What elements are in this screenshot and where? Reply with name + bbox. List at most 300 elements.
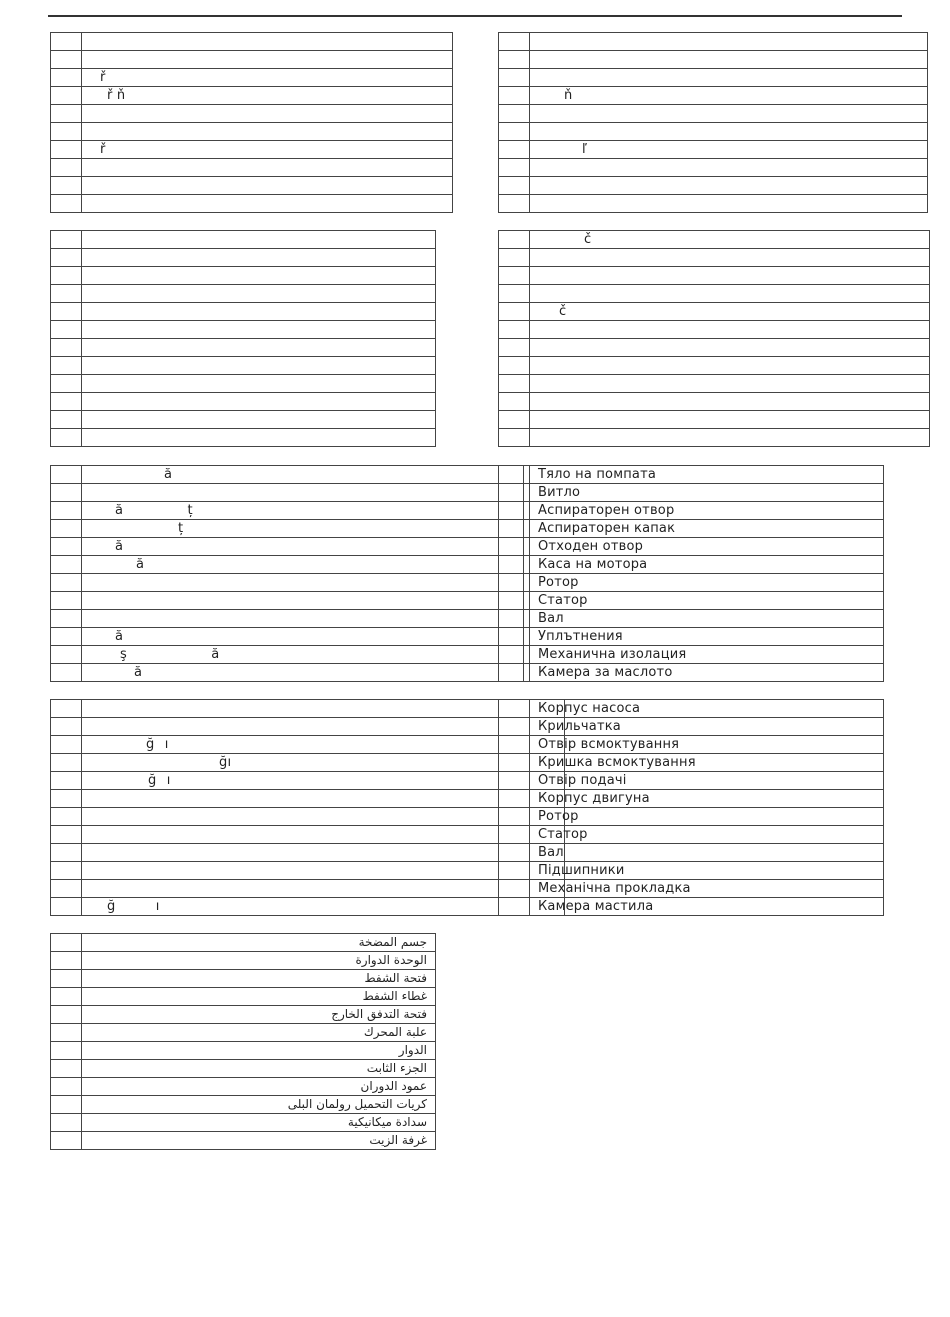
table-row	[499, 754, 884, 772]
row-number-cell	[51, 502, 82, 520]
table-row	[499, 285, 930, 303]
row-number-cell	[51, 556, 82, 574]
parts-table-6	[498, 465, 884, 682]
parts-table-8	[498, 699, 884, 916]
table-row	[51, 952, 436, 970]
part-name: Витло	[530, 484, 884, 502]
row-number-cell	[51, 664, 82, 682]
part-name	[82, 105, 453, 123]
table-row	[499, 574, 884, 592]
part-name	[82, 844, 565, 862]
row-number-cell	[51, 790, 82, 808]
table-row	[499, 718, 884, 736]
part-name	[530, 177, 928, 195]
part-name: ț	[82, 520, 524, 538]
table-row	[51, 177, 453, 195]
part-name: č	[530, 231, 930, 249]
table-row	[51, 736, 565, 754]
row-number-cell	[51, 357, 82, 375]
part-name: ř	[82, 69, 453, 87]
row-number-cell	[51, 700, 82, 718]
table-row	[499, 159, 928, 177]
table-row	[51, 231, 436, 249]
table-row	[499, 772, 884, 790]
row-number-cell	[499, 339, 530, 357]
row-number-cell	[51, 844, 82, 862]
row-number-cell	[499, 538, 530, 556]
table-row	[51, 538, 524, 556]
table-row	[51, 33, 453, 51]
row-number-cell	[51, 249, 82, 267]
row-number-cell	[51, 1060, 82, 1078]
row-number-cell	[51, 988, 82, 1006]
part-name	[530, 321, 930, 339]
row-number-cell	[499, 520, 530, 538]
table-row	[499, 898, 884, 916]
row-number-cell	[51, 898, 82, 916]
row-number-cell	[499, 411, 530, 429]
part-name	[82, 610, 524, 628]
row-number-cell	[51, 466, 82, 484]
row-number-cell	[499, 159, 530, 177]
table-row	[499, 736, 884, 754]
part-name: ř	[82, 141, 453, 159]
part-name	[530, 159, 928, 177]
part-name	[82, 51, 453, 69]
row-number-cell	[51, 718, 82, 736]
part-name	[82, 339, 436, 357]
parts-table-1	[50, 32, 453, 213]
row-number-cell	[51, 1006, 82, 1024]
row-number-cell	[51, 87, 82, 105]
row-number-cell	[51, 429, 82, 447]
table-row	[51, 646, 524, 664]
row-number-cell	[51, 69, 82, 87]
table-row	[51, 159, 453, 177]
table-row	[499, 33, 928, 51]
row-number-cell	[51, 628, 82, 646]
table-row	[51, 51, 453, 69]
part-name: ă	[82, 466, 524, 484]
top-rule	[48, 15, 902, 17]
row-number-cell	[51, 375, 82, 393]
part-name: فتحة الشفط	[82, 970, 436, 988]
row-number-cell	[51, 1042, 82, 1060]
row-number-cell	[51, 1024, 82, 1042]
part-name	[82, 574, 524, 592]
part-name: ă	[82, 664, 524, 682]
part-name	[530, 375, 930, 393]
table-row	[499, 484, 884, 502]
part-name	[82, 159, 453, 177]
part-name	[82, 862, 565, 880]
table-row	[499, 466, 884, 484]
row-number-cell	[499, 123, 530, 141]
row-number-cell	[499, 862, 530, 880]
part-name	[530, 429, 930, 447]
table-row	[499, 628, 884, 646]
part-name: ň	[530, 87, 928, 105]
part-name: ğı	[82, 754, 565, 772]
row-number-cell	[51, 538, 82, 556]
part-name	[530, 69, 928, 87]
row-number-cell	[51, 1132, 82, 1150]
table-row	[499, 826, 884, 844]
table-row	[499, 339, 930, 357]
row-number-cell	[499, 826, 530, 844]
row-number-cell	[499, 592, 530, 610]
table-row	[51, 484, 524, 502]
table-row	[51, 267, 436, 285]
table-row	[51, 1060, 436, 1078]
part-name: Уплътнения	[530, 628, 884, 646]
part-name: Тяло на помпата	[530, 466, 884, 484]
part-name	[82, 195, 453, 213]
table-row	[51, 195, 453, 213]
table-row	[499, 141, 928, 159]
table-row	[499, 357, 930, 375]
row-number-cell	[51, 159, 82, 177]
part-name: الجزء الثابت	[82, 1060, 436, 1078]
table-row	[51, 105, 453, 123]
row-number-cell	[499, 898, 530, 916]
table-row	[51, 880, 565, 898]
table-row	[51, 502, 524, 520]
table-row	[499, 610, 884, 628]
part-name: ă	[82, 628, 524, 646]
part-name	[82, 249, 436, 267]
table-row	[499, 177, 928, 195]
table-row	[499, 844, 884, 862]
row-number-cell	[499, 880, 530, 898]
part-name	[82, 321, 436, 339]
table-row	[51, 628, 524, 646]
row-number-cell	[51, 231, 82, 249]
table-row	[51, 321, 436, 339]
table-row	[499, 105, 928, 123]
row-number-cell	[499, 574, 530, 592]
parts-table-4	[498, 230, 930, 447]
row-number-cell	[51, 393, 82, 411]
table-row	[499, 51, 928, 69]
table-row	[51, 357, 436, 375]
part-name	[82, 357, 436, 375]
row-number-cell	[51, 520, 82, 538]
part-name: ř ň	[82, 87, 453, 105]
part-name: ă ț	[82, 502, 524, 520]
table-row	[51, 592, 524, 610]
part-name: Механічна прокладка	[530, 880, 884, 898]
part-name: Корпус двигуна	[530, 790, 884, 808]
row-number-cell	[51, 1114, 82, 1132]
table-row	[51, 375, 436, 393]
part-name	[82, 718, 565, 736]
part-name: Камера за маслото	[530, 664, 884, 682]
part-name: كريات التحميل رولمان البلى	[82, 1096, 436, 1114]
table-row	[499, 429, 930, 447]
table-row	[51, 249, 436, 267]
row-number-cell	[499, 285, 530, 303]
row-number-cell	[51, 826, 82, 844]
part-name	[530, 357, 930, 375]
part-name	[82, 375, 436, 393]
table-row	[51, 700, 565, 718]
table-row	[51, 664, 524, 682]
table-row	[51, 772, 565, 790]
row-number-cell	[51, 51, 82, 69]
row-number-cell	[51, 880, 82, 898]
row-number-cell	[51, 1096, 82, 1114]
row-number-cell	[51, 772, 82, 790]
row-number-cell	[51, 952, 82, 970]
table-row	[51, 285, 436, 303]
table-row	[499, 808, 884, 826]
table-row	[51, 898, 565, 916]
row-number-cell	[51, 411, 82, 429]
row-number-cell	[51, 1078, 82, 1096]
row-number-cell	[51, 321, 82, 339]
part-name	[82, 393, 436, 411]
row-number-cell	[51, 754, 82, 772]
table-row	[51, 826, 565, 844]
part-name: غطاء الشفط	[82, 988, 436, 1006]
part-name	[82, 285, 436, 303]
part-name	[530, 123, 928, 141]
table-row	[51, 988, 436, 1006]
part-name	[530, 249, 930, 267]
table-row	[499, 249, 930, 267]
table-row	[499, 520, 884, 538]
part-name	[82, 123, 453, 141]
row-number-cell	[51, 105, 82, 123]
row-number-cell	[499, 51, 530, 69]
table-row	[51, 466, 524, 484]
part-name: Вал	[530, 844, 884, 862]
table-row	[51, 970, 436, 988]
parts-table-5	[50, 465, 524, 682]
row-number-cell	[499, 267, 530, 285]
table-row	[51, 303, 436, 321]
part-name: ă	[82, 538, 524, 556]
part-name	[530, 285, 930, 303]
row-number-cell	[51, 592, 82, 610]
row-number-cell	[499, 610, 530, 628]
part-name: Ротор	[530, 808, 884, 826]
part-name: سدادة ميكانيكية	[82, 1114, 436, 1132]
table-row	[51, 1132, 436, 1150]
table-row	[51, 844, 565, 862]
row-number-cell	[499, 556, 530, 574]
parts-table-3	[50, 230, 436, 447]
table-row	[499, 790, 884, 808]
row-number-cell	[51, 33, 82, 51]
row-number-cell	[499, 177, 530, 195]
row-number-cell	[51, 934, 82, 952]
part-name: ğ ı	[82, 736, 565, 754]
part-name	[82, 33, 453, 51]
part-name: č	[530, 303, 930, 321]
table-row	[51, 393, 436, 411]
part-name	[82, 790, 565, 808]
part-name: Статор	[530, 826, 884, 844]
row-number-cell	[499, 303, 530, 321]
row-number-cell	[51, 285, 82, 303]
table-row	[51, 1024, 436, 1042]
part-name: Каса на мотора	[530, 556, 884, 574]
row-number-cell	[51, 970, 82, 988]
row-number-cell	[499, 321, 530, 339]
part-name	[82, 880, 565, 898]
table-row	[499, 411, 930, 429]
row-number-cell	[499, 393, 530, 411]
table-row	[499, 87, 928, 105]
part-name: Аспираторен отвор	[530, 502, 884, 520]
table-row	[51, 556, 524, 574]
part-name: ă	[82, 556, 524, 574]
row-number-cell	[51, 141, 82, 159]
part-name: ğ ı	[82, 898, 565, 916]
table-row	[51, 1114, 436, 1132]
table-row	[499, 664, 884, 682]
part-name	[82, 700, 565, 718]
table-row	[51, 87, 453, 105]
part-name: غرفة الزيت	[82, 1132, 436, 1150]
row-number-cell	[499, 790, 530, 808]
part-name: ş ă	[82, 646, 524, 664]
table-row	[51, 1042, 436, 1060]
row-number-cell	[499, 628, 530, 646]
part-name: الدوار	[82, 1042, 436, 1060]
table-row	[51, 1006, 436, 1024]
part-name	[82, 177, 453, 195]
row-number-cell	[499, 718, 530, 736]
row-number-cell	[499, 844, 530, 862]
row-number-cell	[499, 69, 530, 87]
row-number-cell	[51, 195, 82, 213]
part-name: Аспираторен капак	[530, 520, 884, 538]
part-name	[530, 393, 930, 411]
table-row	[51, 339, 436, 357]
row-number-cell	[499, 231, 530, 249]
part-name	[82, 826, 565, 844]
row-number-cell	[51, 177, 82, 195]
row-number-cell	[499, 664, 530, 682]
table-row	[51, 754, 565, 772]
part-name	[82, 411, 436, 429]
row-number-cell	[51, 862, 82, 880]
part-name: Отвір подачі	[530, 772, 884, 790]
table-row	[499, 538, 884, 556]
row-number-cell	[499, 736, 530, 754]
part-name	[530, 339, 930, 357]
part-name: جسم المضخة	[82, 934, 436, 952]
part-name: Отходен отвор	[530, 538, 884, 556]
table-row	[499, 700, 884, 718]
table-row	[499, 321, 930, 339]
table-row	[499, 556, 884, 574]
part-name	[82, 808, 565, 826]
parts-table-2	[498, 32, 928, 213]
part-name	[82, 231, 436, 249]
table-row	[51, 1078, 436, 1096]
row-number-cell	[499, 700, 530, 718]
part-name: Крильчатка	[530, 718, 884, 736]
row-number-cell	[499, 484, 530, 502]
row-number-cell	[499, 646, 530, 664]
row-number-cell	[499, 195, 530, 213]
table-row	[499, 393, 930, 411]
row-number-cell	[499, 502, 530, 520]
row-number-cell	[499, 357, 530, 375]
row-number-cell	[51, 484, 82, 502]
part-name: Вал	[530, 610, 884, 628]
row-number-cell	[51, 646, 82, 664]
table-row	[51, 610, 524, 628]
table-row	[51, 808, 565, 826]
part-name: Статор	[530, 592, 884, 610]
table-row	[51, 790, 565, 808]
part-name	[82, 429, 436, 447]
part-name: Механична изолация	[530, 646, 884, 664]
table-row	[51, 411, 436, 429]
table-row	[499, 375, 930, 393]
table-row	[499, 502, 884, 520]
part-name	[82, 267, 436, 285]
row-number-cell	[499, 808, 530, 826]
row-number-cell	[51, 574, 82, 592]
table-row	[51, 1096, 436, 1114]
row-number-cell	[499, 375, 530, 393]
table-row	[51, 718, 565, 736]
row-number-cell	[499, 33, 530, 51]
row-number-cell	[499, 466, 530, 484]
part-name	[82, 592, 524, 610]
part-name: فتحة التدفق الخارج	[82, 1006, 436, 1024]
table-row	[51, 429, 436, 447]
table-row	[51, 934, 436, 952]
table-row	[51, 141, 453, 159]
row-number-cell	[51, 736, 82, 754]
parts-table-7	[50, 699, 565, 916]
table-row	[499, 303, 930, 321]
part-name: Корпус насоса	[530, 700, 884, 718]
row-number-cell	[499, 249, 530, 267]
table-row	[499, 592, 884, 610]
part-name: Ротор	[530, 574, 884, 592]
row-number-cell	[51, 808, 82, 826]
part-name: ğ ı	[82, 772, 565, 790]
row-number-cell	[51, 303, 82, 321]
row-number-cell	[499, 754, 530, 772]
table-row	[51, 69, 453, 87]
part-name	[530, 105, 928, 123]
part-name	[530, 195, 928, 213]
part-name	[530, 33, 928, 51]
part-name: عمود الدوران	[82, 1078, 436, 1096]
table-row	[499, 646, 884, 664]
part-name: الوحدة الدوارة	[82, 952, 436, 970]
parts-table-9	[50, 933, 436, 1150]
part-name	[82, 484, 524, 502]
part-name: Підшипники	[530, 862, 884, 880]
part-name	[530, 267, 930, 285]
row-number-cell	[499, 772, 530, 790]
row-number-cell	[51, 267, 82, 285]
row-number-cell	[499, 105, 530, 123]
part-name	[82, 303, 436, 321]
table-row	[51, 123, 453, 141]
table-row	[499, 69, 928, 87]
